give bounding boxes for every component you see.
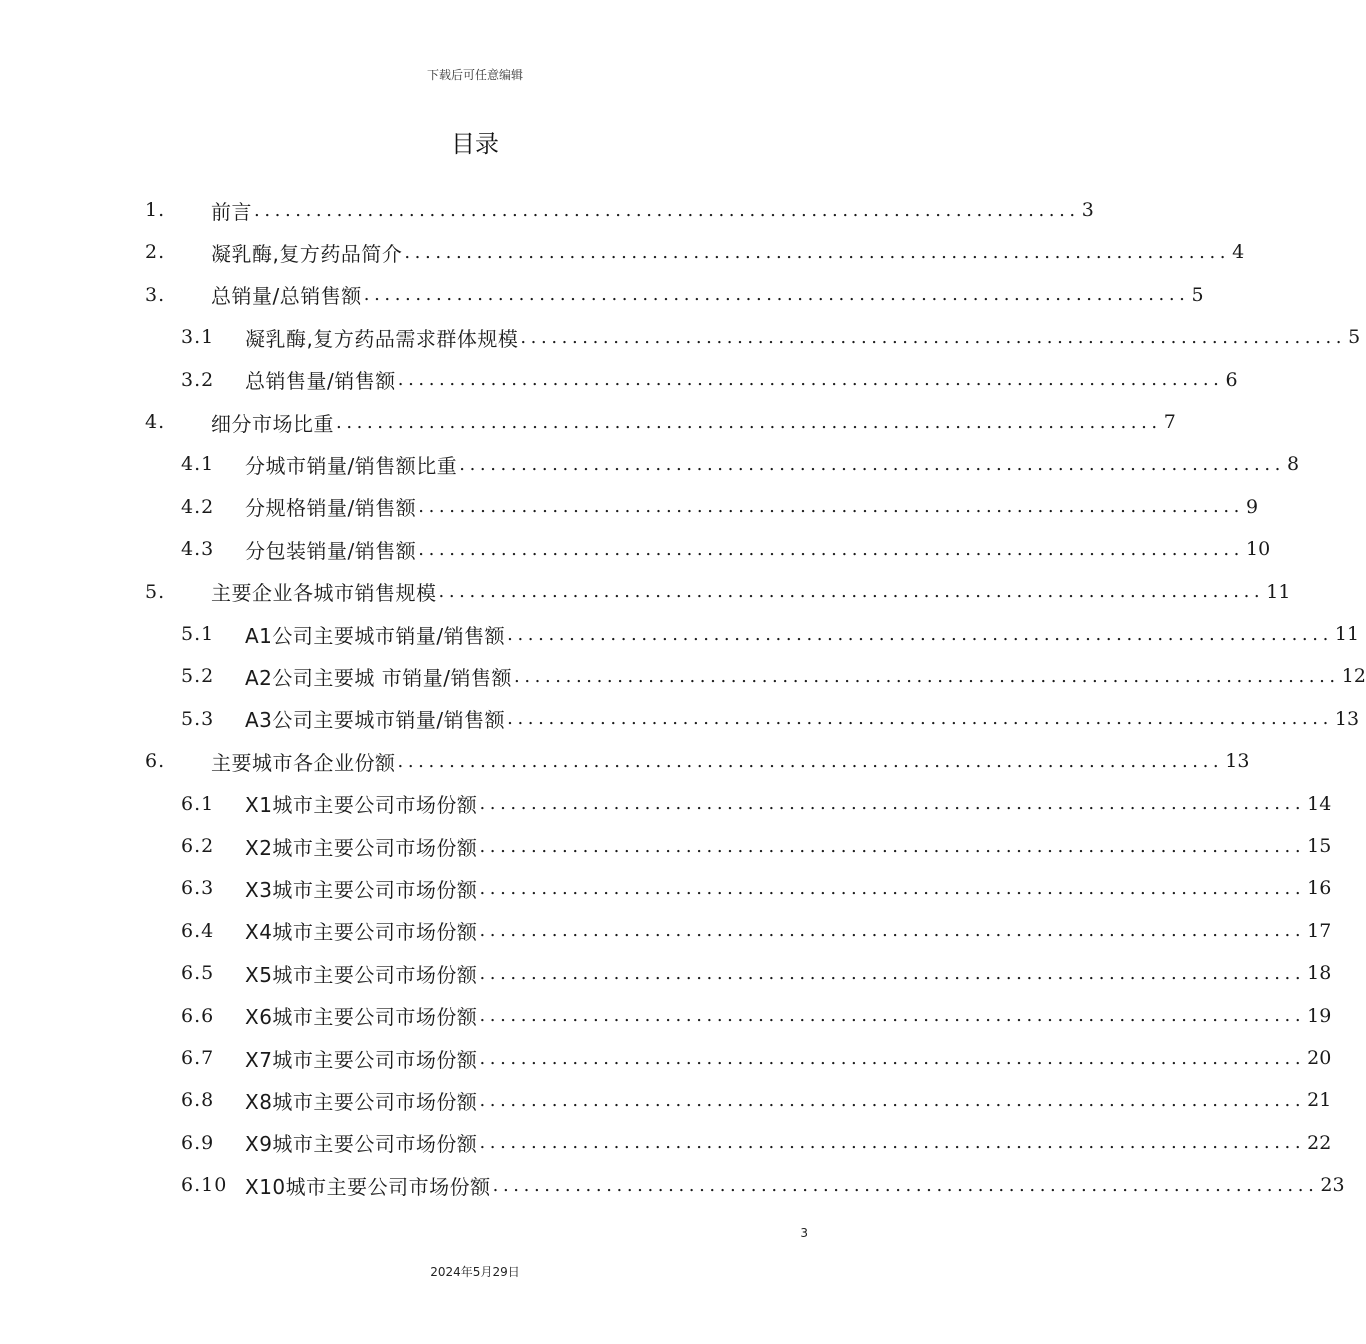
toc-leader-dots: ................................................................................ bbox=[507, 708, 1333, 730]
toc-leader-dots: ................................................................................ bbox=[397, 369, 1224, 391]
toc-entry-line bbox=[211, 747, 1250, 776]
toc-entry-page: 15 bbox=[1307, 835, 1332, 857]
toc-leader-dots: ................................................................................ bbox=[514, 665, 1340, 687]
toc-entry-page: 14 bbox=[1307, 792, 1332, 815]
toc-entry-number: 6. bbox=[145, 750, 166, 773]
toc-entry-number: 6.2 bbox=[181, 835, 215, 857]
toc-entry-label: 细分市场比重 bbox=[211, 411, 334, 436]
toc-entry-line bbox=[245, 789, 1332, 818]
toc-entry-number: 5.2 bbox=[181, 665, 215, 688]
toc-entry-page: 13 bbox=[1225, 750, 1250, 773]
toc-entry-line bbox=[245, 492, 1259, 521]
toc-entry[interactable] bbox=[0, 529, 1271, 569]
toc-entry-number: 4.1 bbox=[181, 453, 215, 476]
toc-entry-number: 5. bbox=[145, 580, 166, 603]
toc-entry-label: 总销售量/销售额 bbox=[245, 369, 396, 394]
toc-entry-page: 19 bbox=[1307, 1004, 1332, 1027]
toc-leader-dots: ................................................................................ bbox=[520, 326, 1347, 348]
toc-entry-line bbox=[245, 959, 1332, 988]
toc-entry[interactable] bbox=[0, 911, 1332, 951]
toc-entry[interactable] bbox=[0, 826, 1332, 866]
toc-entry-page: 12 bbox=[1341, 665, 1366, 688]
toc-entry-label: X6城市主要公司市场份额 bbox=[245, 1005, 478, 1030]
toc-entry-number: 4. bbox=[145, 411, 166, 433]
toc-entry-label: X3城市主要公司市场份额 bbox=[245, 877, 478, 902]
toc-entry[interactable] bbox=[0, 614, 1360, 654]
toc-entry-number: 4.3 bbox=[181, 538, 215, 561]
toc-entry-label: X4城市主要公司市场份额 bbox=[245, 920, 478, 945]
toc-leader-dots: ................................................................................ bbox=[479, 793, 1306, 815]
toc-entry-line bbox=[245, 874, 1332, 903]
page-number: 3 bbox=[800, 1226, 808, 1240]
toc-entry-number: 3. bbox=[145, 283, 166, 306]
toc-entry-label: 分城市销量/销售额比重 bbox=[245, 453, 458, 478]
toc-entry-label: X2城市主要公司市场份额 bbox=[245, 835, 478, 860]
toc-entry-line bbox=[245, 832, 1332, 861]
toc-entry-line bbox=[245, 365, 1238, 394]
toc-entry-line bbox=[245, 620, 1360, 649]
toc-entry[interactable] bbox=[0, 868, 1332, 908]
toc-leader-dots: ................................................................................ bbox=[418, 496, 1244, 518]
toc-entry-number: 2. bbox=[145, 241, 166, 264]
toc-entry-line bbox=[245, 662, 1366, 691]
toc-leader-dots: ................................................................................ bbox=[397, 750, 1224, 772]
toc-entry[interactable] bbox=[0, 317, 1361, 357]
toc-leader-dots: ................................................................................ bbox=[479, 962, 1306, 984]
toc-entry-page: 11 bbox=[1266, 580, 1291, 603]
toc-entry-number: 5.1 bbox=[181, 623, 215, 645]
toc-entry-label: 前言 bbox=[211, 199, 252, 224]
toc-entry-number: 6.6 bbox=[181, 1004, 215, 1027]
toc-entry-label: 分规格销量/销售额 bbox=[245, 496, 417, 521]
toc-entry[interactable] bbox=[0, 996, 1332, 1036]
page-title: 目录 bbox=[451, 130, 499, 158]
toc-entry-number: 6.9 bbox=[181, 1131, 215, 1154]
toc-entry[interactable] bbox=[0, 741, 1250, 781]
toc-entry-page: 9 bbox=[1245, 495, 1259, 518]
toc-leader-dots: ................................................................................ bbox=[479, 920, 1306, 942]
toc-entry-label: X8城市主要公司市场份额 bbox=[245, 1089, 478, 1114]
toc-entry-page: 22 bbox=[1307, 1131, 1332, 1154]
toc-entry-number: 6.7 bbox=[181, 1047, 215, 1069]
toc-entry[interactable] bbox=[0, 1165, 1345, 1205]
toc-leader-dots: ................................................................................ bbox=[336, 411, 1162, 433]
toc-entry-line bbox=[245, 704, 1360, 733]
toc-entry-label: 分包装销量/销售额 bbox=[245, 538, 417, 563]
toc-entry-page: 5 bbox=[1348, 326, 1361, 349]
toc-entry-line bbox=[211, 280, 1204, 309]
toc-leader-dots: ................................................................................ bbox=[254, 199, 1080, 221]
toc-entry-line bbox=[245, 450, 1300, 479]
toc-leader-dots: ................................................................................ bbox=[479, 1005, 1306, 1027]
toc-entry-page: 6 bbox=[1225, 368, 1238, 391]
toc-entry-label: X9城市主要公司市场份额 bbox=[245, 1132, 478, 1157]
toc-leader-dots: ................................................................................ bbox=[479, 1047, 1306, 1069]
toc-entry-page: 16 bbox=[1307, 877, 1332, 900]
toc-entry-label: X7城市主要公司市场份额 bbox=[245, 1047, 478, 1072]
toc-entry-number: 3.1 bbox=[181, 326, 215, 349]
toc-leader-dots: ................................................................................ bbox=[479, 1089, 1306, 1111]
toc-entry-line bbox=[245, 1001, 1332, 1030]
toc-entry-label: 主要企业各城市销售规模 bbox=[211, 581, 437, 606]
toc-entry-number: 1. bbox=[145, 199, 166, 221]
toc-entry[interactable] bbox=[0, 360, 1238, 400]
toc-entry[interactable] bbox=[0, 487, 1259, 527]
toc-leader-dots: ................................................................................ bbox=[492, 1174, 1319, 1196]
toc-entry-page: 18 bbox=[1307, 962, 1332, 985]
toc-entry[interactable] bbox=[0, 1080, 1332, 1120]
toc-entry-line bbox=[211, 408, 1176, 437]
toc-entry-label: A3公司主要城市销量/销售额 bbox=[245, 708, 506, 733]
toc-leader-dots: ................................................................................ bbox=[479, 1132, 1306, 1154]
toc-leader-dots: ................................................................................ bbox=[404, 241, 1231, 263]
toc-leader-dots: ................................................................................ bbox=[459, 453, 1285, 475]
toc-entry[interactable] bbox=[0, 1038, 1332, 1078]
toc-entry-number: 6.8 bbox=[181, 1089, 215, 1112]
toc-entry-line bbox=[245, 1086, 1332, 1115]
toc-entry[interactable] bbox=[0, 232, 1245, 272]
toc-entry[interactable] bbox=[0, 953, 1332, 993]
toc-entry-page: 13 bbox=[1334, 707, 1360, 730]
toc-leader-dots: ................................................................................ bbox=[363, 284, 1190, 306]
toc-leader-dots: ................................................................................ bbox=[438, 581, 1265, 603]
toc-entry-label: X5城市主要公司市场份额 bbox=[245, 962, 478, 987]
toc-entry-line bbox=[245, 1044, 1332, 1073]
toc-entry-page: 10 bbox=[1245, 538, 1271, 561]
toc-entry[interactable] bbox=[0, 656, 1366, 696]
toc-entry-page: 11 bbox=[1334, 623, 1360, 645]
toc-entry-page: 3 bbox=[1081, 199, 1094, 221]
toc-entry[interactable] bbox=[0, 402, 1176, 442]
toc-entry-number: 5.3 bbox=[181, 707, 215, 730]
toc-entry-number: 6.4 bbox=[181, 919, 215, 942]
toc-entry-page: 8 bbox=[1286, 453, 1300, 476]
toc-entry-number: 6.5 bbox=[181, 962, 215, 985]
header-note: 下载后可任意编辑 bbox=[426, 68, 523, 82]
toc-entry[interactable] bbox=[0, 444, 1300, 484]
toc-entry-page: 23 bbox=[1320, 1174, 1345, 1197]
toc-entry-page: 4 bbox=[1232, 241, 1245, 264]
toc-entry-line bbox=[245, 1171, 1345, 1200]
toc-entry[interactable] bbox=[0, 275, 1204, 315]
toc-leader-dots: ................................................................................ bbox=[479, 835, 1306, 857]
toc-entry-label: X1城市主要公司市场份额 bbox=[245, 793, 478, 818]
toc-entry-line bbox=[211, 238, 1245, 267]
toc-entry-line bbox=[245, 916, 1332, 945]
toc-entry-number: 6.10 bbox=[181, 1174, 228, 1197]
toc-entry-number: 4.2 bbox=[181, 495, 215, 518]
toc-entry-line bbox=[211, 196, 1094, 225]
toc-entry-label: 主要城市各企业份额 bbox=[211, 750, 396, 775]
toc-entry-page: 17 bbox=[1307, 919, 1332, 942]
toc-entry[interactable] bbox=[0, 190, 1094, 230]
toc-entry-label: 凝乳酶,复方药品需求群体规模 bbox=[245, 326, 519, 351]
toc-entry-number: 6.1 bbox=[181, 792, 215, 815]
toc-entry-line bbox=[245, 323, 1361, 352]
toc-entry-label: 总销量/总销售额 bbox=[211, 284, 362, 309]
footer-date: 2024年5月29日 bbox=[430, 1265, 520, 1279]
toc-leader-dots: ................................................................................ bbox=[418, 538, 1244, 560]
toc-entry-page: 20 bbox=[1307, 1047, 1332, 1069]
toc-entry[interactable] bbox=[0, 784, 1332, 824]
toc-entry-number: 3.2 bbox=[181, 368, 215, 391]
toc-entry-number: 6.3 bbox=[181, 877, 215, 900]
toc-entry-label: X10城市主要公司市场份额 bbox=[245, 1174, 491, 1199]
toc-entry[interactable] bbox=[0, 572, 1291, 612]
toc-entry-line bbox=[211, 577, 1291, 606]
toc-entry[interactable] bbox=[0, 699, 1360, 739]
toc-entry-page: 5 bbox=[1191, 283, 1204, 306]
toc-leader-dots: ................................................................................ bbox=[507, 623, 1333, 645]
toc-entry-page: 7 bbox=[1163, 411, 1176, 433]
toc-entry[interactable] bbox=[0, 1123, 1332, 1163]
toc-entry-line bbox=[245, 1128, 1332, 1157]
toc-entry-label: A1公司主要城市销量/销售额 bbox=[245, 623, 506, 648]
toc-entry-label: A2公司主要城 市销量/销售额 bbox=[245, 665, 513, 690]
toc-entry-label: 凝乳酶,复方药品简介 bbox=[211, 241, 403, 266]
toc-leader-dots: ................................................................................ bbox=[479, 877, 1306, 899]
toc-entry-page: 21 bbox=[1307, 1089, 1332, 1112]
toc-entry-line bbox=[245, 535, 1271, 564]
